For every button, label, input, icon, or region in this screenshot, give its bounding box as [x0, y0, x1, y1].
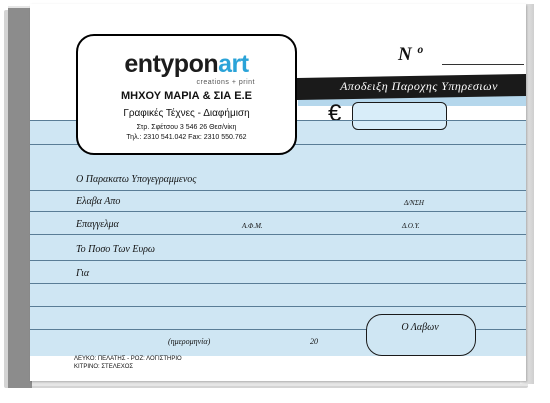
received-from-label: Ελαβα Απο	[76, 196, 121, 207]
receipt-title: Αποδειξη Παροχης Υπηρεσιων	[340, 79, 498, 93]
address-label: Δ/ΝΣΗ	[404, 199, 424, 207]
receipt-number-label: N º	[398, 44, 423, 65]
receipt-page	[30, 4, 526, 381]
date-label: (ημερομηνία)	[168, 337, 211, 346]
year-prefix: 20	[310, 337, 318, 346]
copy-legend-line1: ΛΕΥΚΟ: ΠΕΛΑΤΗΣ - ΡΟΖ: ΛΟΓΙΣΤΗΡΙΟ	[74, 356, 182, 362]
brand-logo: entyponart	[124, 50, 249, 78]
brand-tagline: creations + print	[196, 79, 255, 86]
company-services: Γραφικές Τέχνες - Διαφήμιση	[123, 108, 250, 119]
company-address: Στρ. Σφέτσου 3 546 26 Θεσ/νίκη	[136, 124, 237, 131]
amount-label: Το Ποσο Των Ευρω	[76, 244, 155, 255]
profession-label: Επαγγελμα	[76, 219, 119, 230]
doy-label: Δ.Ο.Υ.	[402, 222, 420, 230]
row-divider	[30, 234, 526, 235]
company-logo-box	[76, 34, 297, 155]
receipt-number-field[interactable]	[442, 64, 524, 65]
company-name: ΜΗΧΟΥ ΜΑΡΙΑ & ΣΙΑ Ε.Ε	[121, 90, 252, 102]
company-phones: Τηλ.: 2310 541.042 Fax: 2310 550.762	[126, 134, 247, 141]
receiver-signature-box[interactable]	[366, 314, 476, 356]
row-divider	[30, 260, 526, 261]
undersigned-label: Ο Παρακατω Υπογεγραμμενος	[76, 174, 197, 185]
amount-box[interactable]	[352, 102, 447, 130]
for-label: Για	[76, 268, 90, 279]
receiver-label: Ο Λαβων	[401, 322, 439, 333]
euro-icon: €	[328, 100, 342, 127]
row-divider	[30, 211, 526, 212]
row-divider	[30, 190, 526, 191]
afm-label: Α.Φ.Μ.	[242, 222, 263, 230]
copy-legend-line2: ΚΙΤΡΙΝΟ: ΣΤΕΛΕΧΟΣ	[74, 364, 134, 370]
binding-stub	[8, 8, 32, 388]
row-divider	[30, 283, 526, 284]
row-divider	[30, 306, 526, 307]
